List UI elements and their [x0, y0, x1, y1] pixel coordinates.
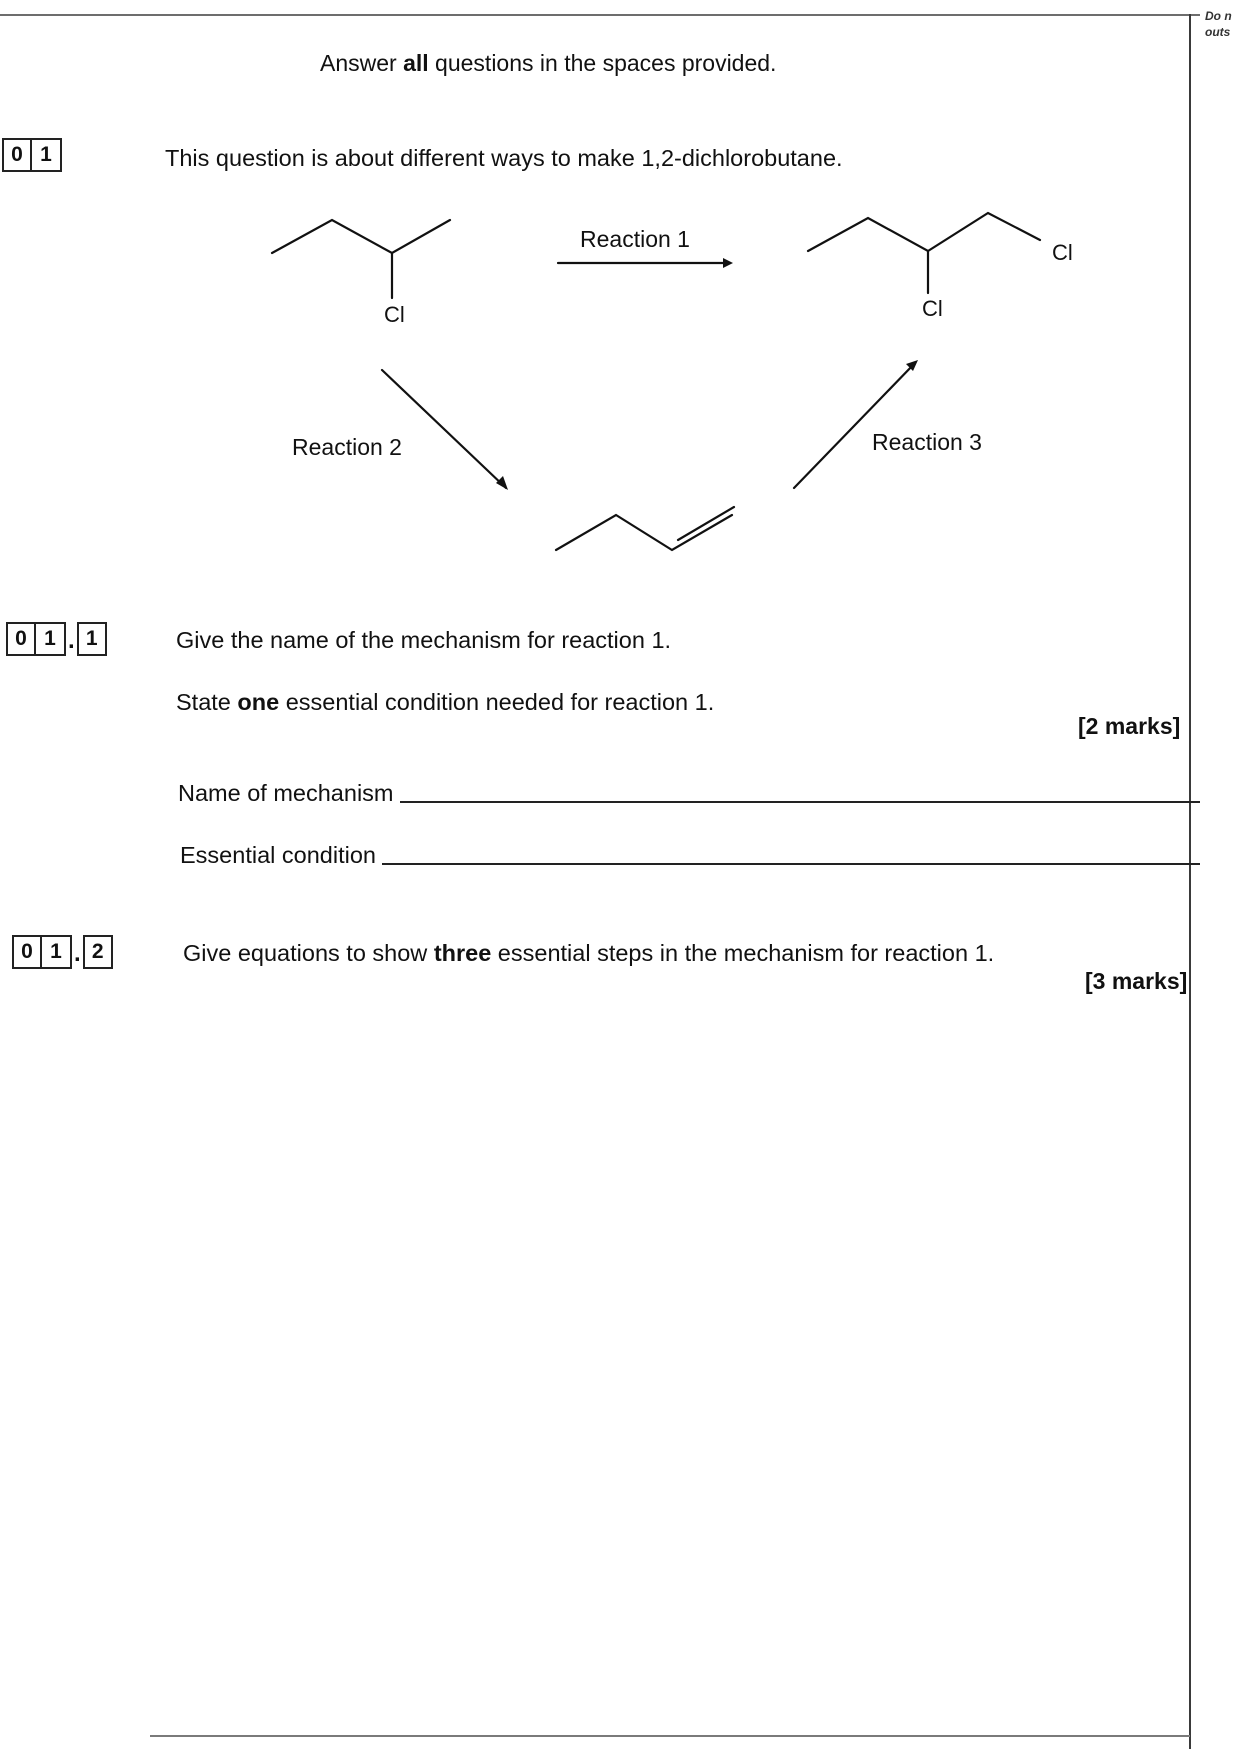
reaction-2-arrow [382, 370, 506, 488]
digit-box: 0 [12, 935, 42, 969]
digit-box: 1 [77, 622, 107, 656]
page-instruction [320, 50, 776, 77]
question-01-1-prompt: Give the name of the mechanism for reaction 1. [176, 627, 672, 653]
number-separator: . [68, 627, 75, 654]
digit-box: 1 [42, 935, 72, 969]
question-01-intro: This question is about different ways to make 1,2-dichlorobutane. [165, 145, 843, 171]
instruction-prefix: Answer [320, 50, 404, 76]
question-01-1-condition-prompt [176, 689, 714, 716]
cl-label: Cl [922, 296, 943, 321]
marks-allocation: [3 marks] [1085, 968, 1188, 994]
prompt-bold: three [433, 940, 492, 966]
cl-label: Cl [384, 302, 405, 327]
question-number-01 [2, 138, 62, 172]
margin-note-line-1: Do n [1205, 9, 1232, 23]
dichlorobutane-skeleton [808, 213, 1040, 251]
cl-label: Cl [1052, 240, 1073, 265]
mechanism-answer-label: Name of mechanism [178, 780, 394, 806]
prompt-bold: one [237, 689, 280, 715]
prompt-prefix: Give equations to show [183, 940, 434, 966]
condition-answer-line[interactable] [382, 863, 1200, 865]
question-number-01-1 [6, 622, 107, 656]
instruction-bold: all [403, 50, 429, 76]
butene-double-bond [678, 507, 734, 540]
top-rule [0, 14, 1200, 16]
digit-box: 1 [32, 138, 62, 172]
question-01-2-prompt [183, 940, 994, 967]
margin-note-line-2: outs [1205, 25, 1231, 39]
digit-box: 1 [36, 622, 66, 656]
reaction-2-label: Reaction 2 [292, 434, 402, 460]
digit-box: 0 [2, 138, 32, 172]
marks-allocation: [2 marks] [1078, 713, 1181, 739]
answer-space[interactable] [160, 1010, 1180, 1725]
instruction-suffix: questions in the spaces provided. [428, 50, 777, 76]
margin-note [1205, 8, 1240, 40]
condition-answer-label: Essential condition [180, 842, 376, 868]
reaction-3-arrow [794, 363, 915, 488]
reaction-1-label: Reaction 1 [580, 226, 690, 252]
reaction-3-label: Reaction 3 [872, 429, 982, 455]
chlorobutane-skeleton [272, 220, 450, 253]
number-separator: . [74, 940, 81, 967]
bottom-rule [150, 1735, 1190, 1737]
mechanism-answer-row [178, 780, 1200, 807]
digit-box: 0 [6, 622, 36, 656]
reaction-1-arrowhead [723, 258, 733, 268]
reaction-2-arrowhead [496, 476, 508, 490]
question-number-01-2 [12, 935, 113, 969]
digit-box: 2 [83, 935, 113, 969]
prompt-suffix: essential steps in the mechanism for reaction 1. [491, 940, 995, 966]
prompt-prefix: State [176, 689, 238, 715]
prompt-suffix: essential condition needed for reaction 1. [279, 689, 715, 715]
butene-skeleton [556, 515, 732, 550]
mechanism-answer-line[interactable] [400, 801, 1201, 803]
condition-answer-row [180, 842, 1200, 869]
